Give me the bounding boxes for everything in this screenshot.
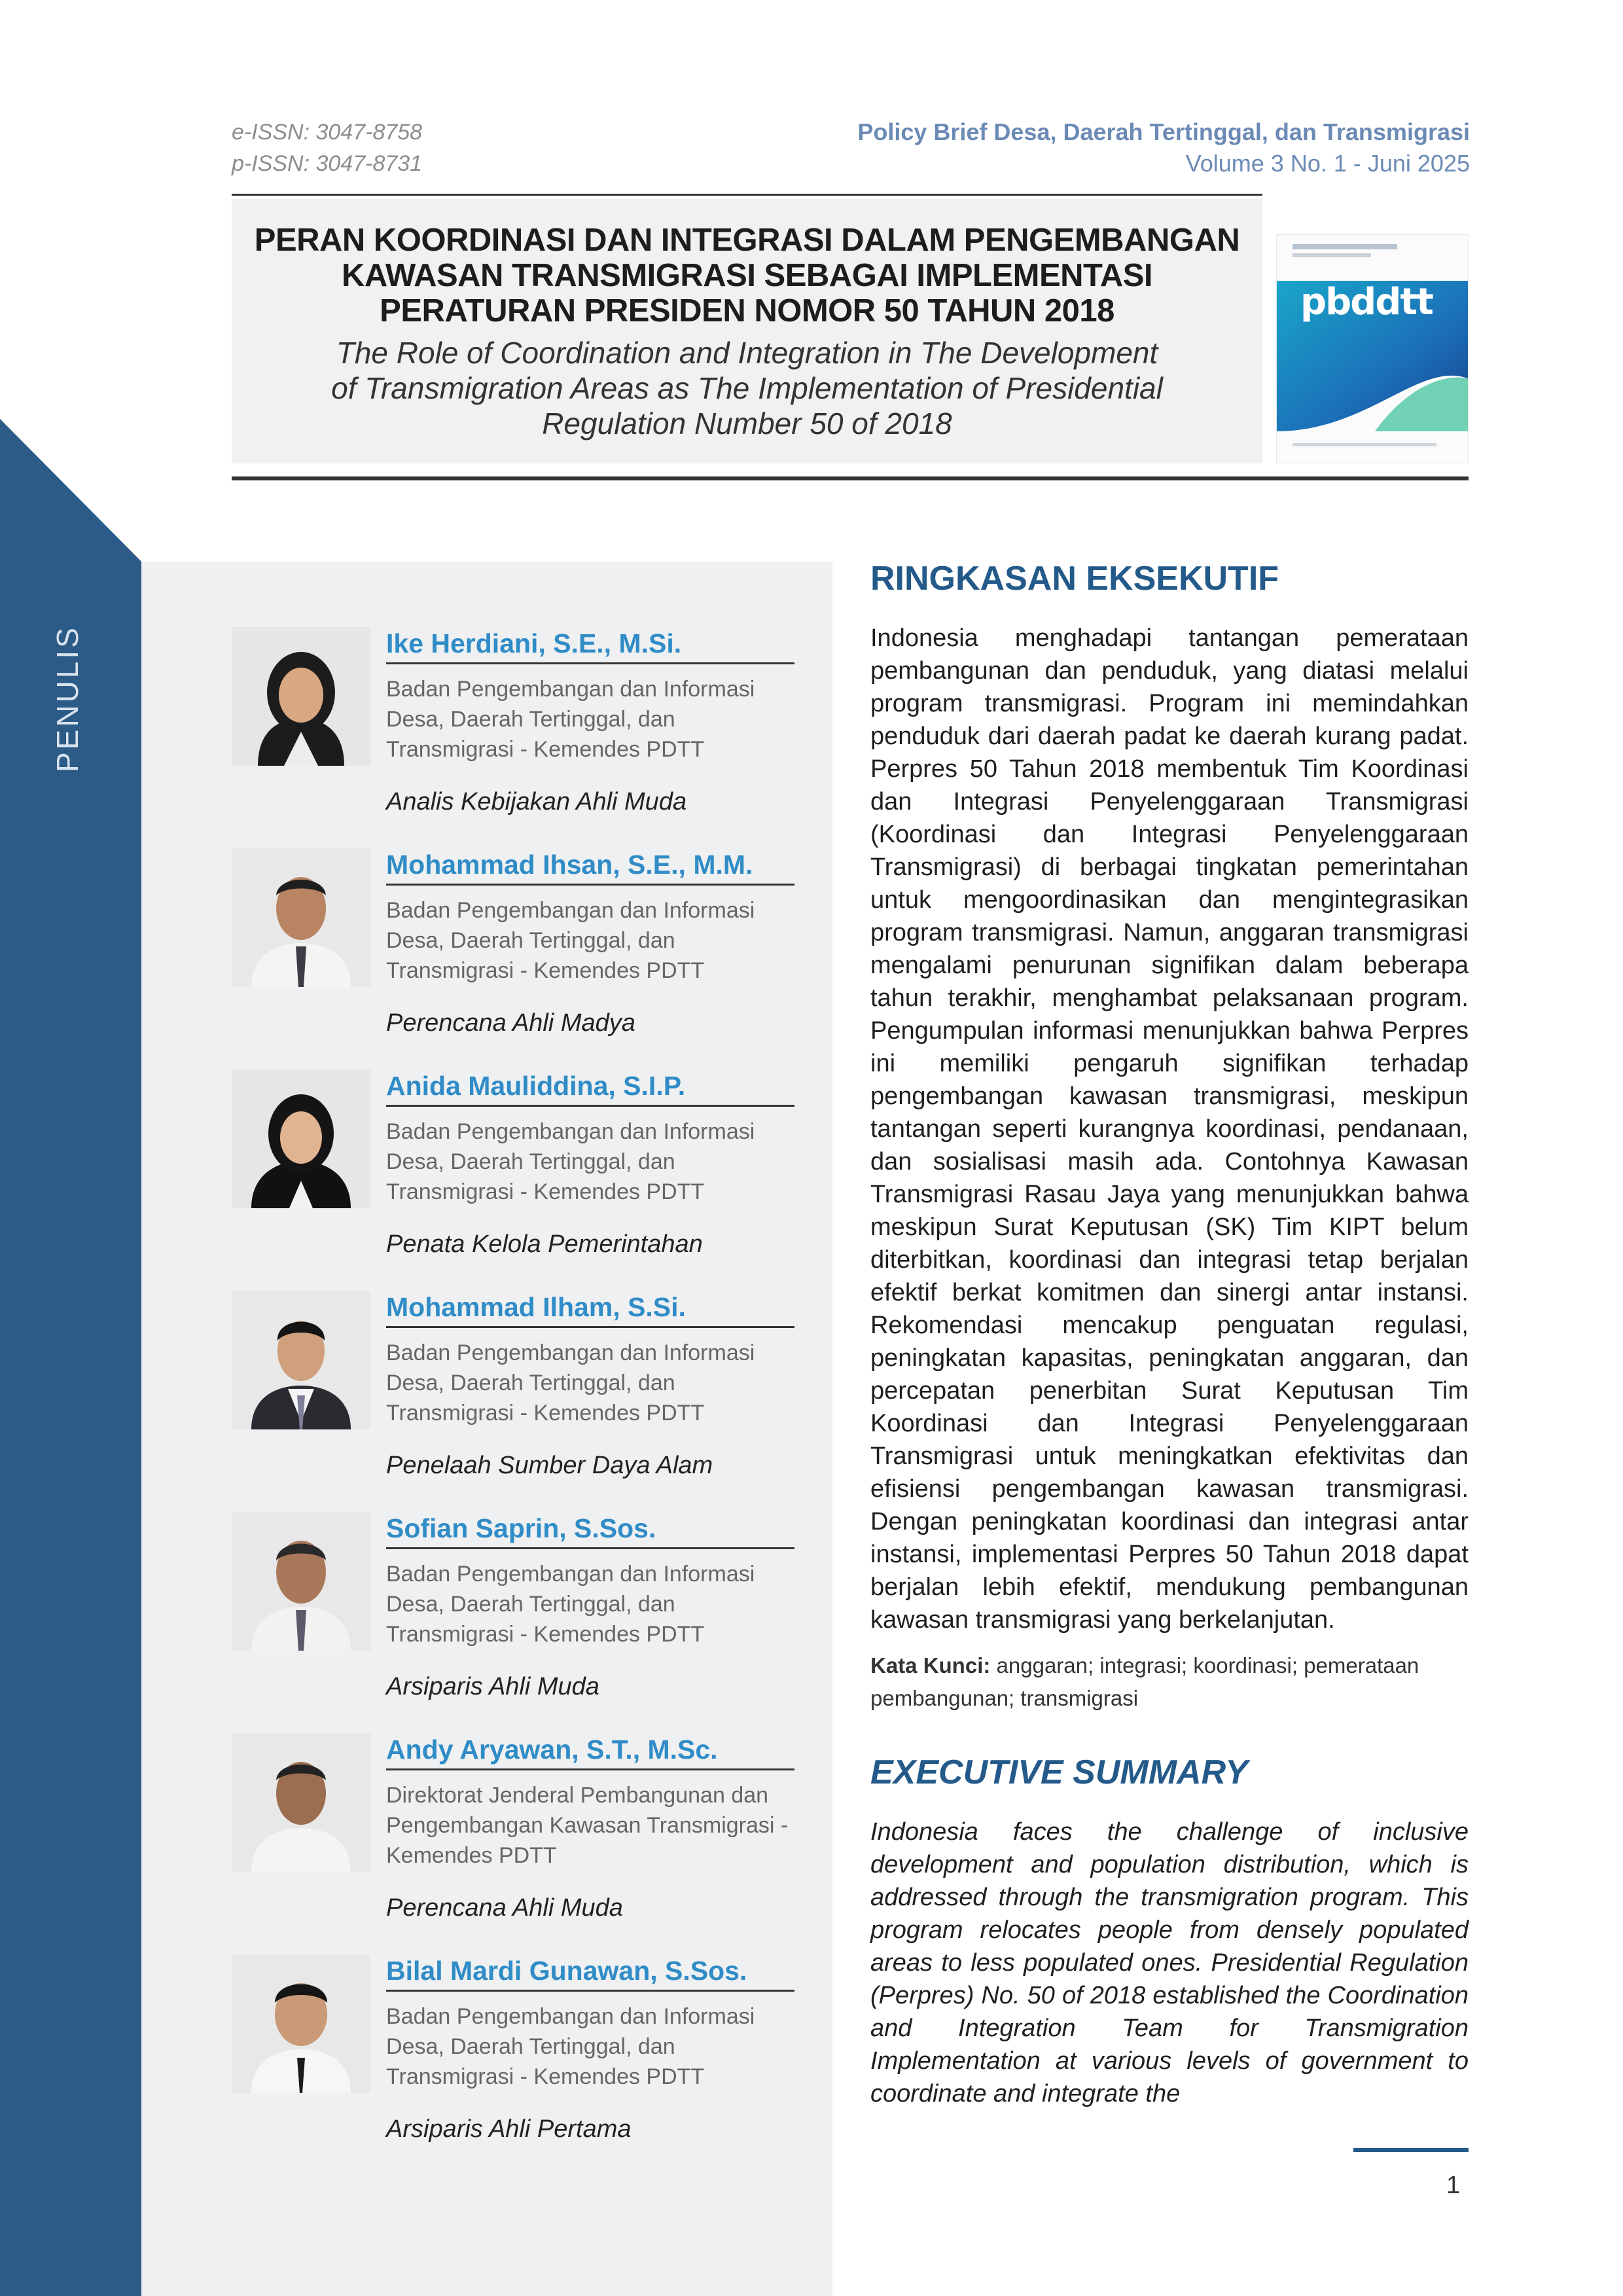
author-role: Penelaah Sumber Daya Alam <box>386 1452 713 1479</box>
author-photo <box>232 1291 370 1429</box>
journal-block <box>857 117 1470 179</box>
author-role: Arsiparis Ahli Pertama <box>386 2115 632 2143</box>
author-role: Perencana Ahli Madya <box>386 1009 635 1037</box>
author-photo <box>232 627 370 766</box>
author-name: Anida Mauliddina, S.I.P. <box>386 1069 794 1107</box>
cover-thumbnail <box>1276 234 1469 463</box>
section-heading-ringkasan: RINGKASAN EKSEKUTIF <box>870 560 1279 598</box>
keywords-label: Kata Kunci: <box>870 1653 991 1677</box>
cover-header-line <box>1293 253 1371 257</box>
author-name: Mohammad Ilham, S.Si. <box>386 1291 794 1328</box>
eissn: e-ISSN: 3047-8758 <box>232 120 423 145</box>
author-card <box>232 627 794 836</box>
title-indonesian: PERAN KOORDINASI DAN INTEGRASI DALAM PENGEMBANGAN KAWASAN TRANSMIGRASI SEBAGAI IMPLEMENTASI PERATURAN PRESIDEN NOMOR 50 TAHUN 2018 <box>254 223 1240 329</box>
author-photo <box>232 1069 370 1208</box>
cover-header-line <box>1293 244 1397 249</box>
author-photo <box>232 1954 370 2093</box>
title-box <box>232 199 1262 463</box>
author-institution: Badan Pengembangan dan Informasi Desa, Daerah Tertinggal, dan Transmigrasi - Kemendes PDTT <box>386 1119 755 1204</box>
author-card <box>232 848 794 1058</box>
author-institution: Badan Pengembangan dan Informasi Desa, Daerah Tertinggal, dan Transmigrasi - Kemendes PDTT <box>386 2004 755 2089</box>
author-photo <box>232 848 370 987</box>
executive-body: Indonesia faces the challenge of inclusive development and population distribution, which is addressed through the transmigration program. This program relocates people from densely populated areas to less populated ones. Presidential Regulation (Perpres) No. 50 of 2018 established the Coordination and Integration Team for Transmigration Implementation at various levels of government to coordinate and integrate the <box>870 1818 1469 2108</box>
journal-title: Policy Brief Desa, Daerah Tertinggal, dan Transmigrasi <box>857 118 1470 145</box>
author-institution: Badan Pengembangan dan Informasi Desa, Daerah Tertinggal, dan Transmigrasi - Kemendes PDTT <box>386 1340 755 1426</box>
ringkasan-body: Indonesia menghadapi tantangan pemerataan pembangunan dan penduduk, yang diatasi melalui program transmigrasi. Program ini memindahkan penduduk dari daerah padat ke daerah kurang padat. Perpres 50 Tahun 2018 membentuk Tim Koordinasi dan Integrasi Penyelenggaraan Transmigrasi (Koordinasi dan Integrasi Penyelenggaraan Transmigrasi) di berbagai tingkatan pemerintahan untuk mengoordinasikan dan mengintegrasikan program transmigrasi. Namun, anggaran transmigrasi mengalami penurunan signifikan dalam beberapa tahun terakhir, menghambat pelaksanaan program. Pengumpulan informasi menunjukkan bahwa Perpres ini memiliki pengaruh signifikan terhadap pengembangan kawasan transmigrasi, meskipun tantangan seperti kurangnya koordinasi, pendanaan, dan sosialisasi masih ada. Contohnya Kawasan Transmigrasi Rasau Jaya yang menunjukkan bahwa meskipun Surat Keputusan (SK) Tim KIPT belum diterbitkan, koordinasi dan integrasi tetap berjalan efektif berkat komitmen dan sinergi antar instansi. Rekomendasi mencakup penguatan regulasi, peningkatan kapasitas, peningkatan anggaran, dan percepatan penerbitan Surat Keputusan Tim Koordinasi dan Integrasi Penyelenggaraan Transmigrasi untuk meningkatkan efektivitas dan efisiensi pengembangan kawasan transmigrasi. Dengan peningkatan koordinasi dan integrasi antar instansi, implementasi Perpres 50 Tahun 2018 dapat berjalan lebih efektif, mendukung pembangunan kawasan transmigrasi yang berkelanjutan. <box>870 624 1469 1634</box>
page-number: 1 <box>1446 2172 1461 2199</box>
author-role: Analis Kebijakan Ahli Muda <box>386 788 687 816</box>
author-role: Penata Kelola Pemerintahan <box>386 1230 703 1258</box>
footer-rule <box>1353 2148 1469 2152</box>
keywords <box>870 1649 1469 1715</box>
section-heading-executive: EXECUTIVE SUMMARY <box>870 1753 1248 1791</box>
title-bottom-rule <box>232 476 1469 480</box>
author-role: Perencana Ahli Muda <box>386 1894 623 1922</box>
author-role: Arsiparis Ahli Muda <box>386 1673 599 1700</box>
title-english: The Role of Coordination and Integration in The Development of Transmigration Areas as The Implementation of Presidential Regulation Number 50 of 2018 <box>331 336 1163 440</box>
author-institution: Badan Pengembangan dan Informasi Desa, Daerah Tertinggal, dan Transmigrasi - Kemendes PDTT <box>386 898 755 983</box>
author-card <box>232 1733 794 1943</box>
author-name: Ike Herdiani, S.E., M.Si. <box>386 627 794 664</box>
side-label: PENULIS <box>50 625 84 772</box>
author-name: Bilal Mardi Gunawan, S.Sos. <box>386 1954 794 1992</box>
issn-block <box>232 117 422 179</box>
author-card <box>232 1954 794 2164</box>
author-institution: Badan Pengembangan dan Informasi Desa, Daerah Tertinggal, dan Transmigrasi - Kemendes PDTT <box>386 677 755 762</box>
side-band <box>0 0 144 2296</box>
author-institution: Direktorat Jenderal Pembangunan dan Pengembangan Kawasan Transmigrasi - Kemendes PDTT <box>386 1783 789 1868</box>
author-institution: Badan Pengembangan dan Informasi Desa, Daerah Tertinggal, dan Transmigrasi - Kemendes PDTT <box>386 1562 755 1647</box>
cover-logo: pbddtt <box>1300 281 1433 323</box>
keywords-list: anggaran; integrasi; koordinasi; pemerataan pembangunan; transmigrasi <box>870 1653 1419 1710</box>
author-photo <box>232 1733 370 1872</box>
cover-footer-line <box>1293 443 1436 446</box>
author-name: Mohammad Ihsan, S.E., M.M. <box>386 848 794 886</box>
author-card <box>232 1069 794 1279</box>
author-name: Andy Aryawan, S.T., M.Sc. <box>386 1733 794 1770</box>
author-name: Sofian Saprin, S.Sos. <box>386 1512 794 1549</box>
author-card <box>232 1291 794 1500</box>
pissn: p-ISSN: 3047-8731 <box>232 151 423 176</box>
volume-info: Volume 3 No. 1 - Juni 2025 <box>1185 150 1470 177</box>
header-rule <box>232 194 1262 196</box>
author-card <box>232 1512 794 1721</box>
author-photo <box>232 1512 370 1651</box>
